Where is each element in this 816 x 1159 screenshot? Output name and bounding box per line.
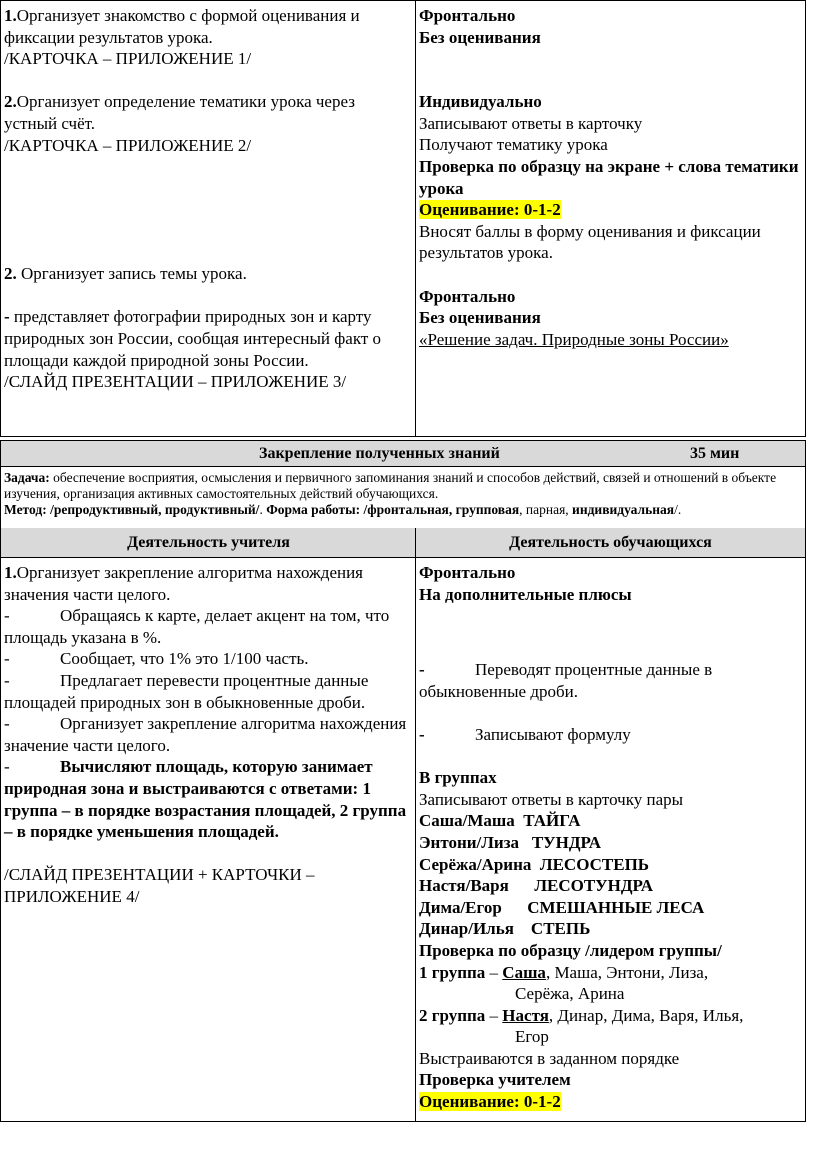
- top-right-text-3: Вносят баллы в форму оценивания и фиксации результатов урока.: [419, 221, 761, 263]
- pair-row: Дима/Егор СМЕШАННЫЕ ЛЕСА: [419, 897, 705, 917]
- section-time: 35 мин: [690, 445, 740, 462]
- method-text: Метод: /репродуктивный, продуктивный/. Форма работы: /фронтальная, групповая, парная, индивидуальная/.: [4, 502, 682, 517]
- bottom-right-text-2: Выстраиваются в заданном порядке: [419, 1048, 680, 1068]
- bottom-right-check-1: Проверка по образцу /лидером группы/: [419, 940, 722, 960]
- top-right-mode-1: Фронтально: [419, 6, 516, 25]
- top-left-item-3: 2. Организует запись темы урока.: [4, 264, 247, 284]
- students-header: [415, 528, 806, 558]
- task-text: Задача: обеспечение восприятия, осмысления и первичного запоминания знаний и способов действий, связей и отношений в объекте изучения, организация активных самостоятельных действий обучающихся.: [4, 470, 777, 501]
- top-left-item-1: 1.Организует знакомство с формой оценивания и фиксации результатов урока.: [4, 6, 360, 47]
- task-cell: [0, 466, 806, 529]
- top-left-item-4: - представляет фотографии природных зон и карту природных зон России, сообщая интересный факт о площади каждой природной зоны России.: [4, 307, 382, 370]
- group-1-row-cont: Серёжа, Арина: [515, 984, 625, 1004]
- lesson-topic: «Решение задач. Природные зоны России»: [419, 329, 729, 349]
- bottom-right-check-2: Проверка учителем: [419, 1070, 571, 1090]
- pair-row: Саша/Маша ТАЙГА: [419, 811, 581, 831]
- section-header: [0, 440, 806, 467]
- group-2-row-cont: Егор: [515, 1027, 549, 1047]
- section-title: Закрепление полученных знаний: [259, 445, 500, 462]
- teacher-header-label: Деятельность учителя: [127, 534, 290, 551]
- top-left-ref-1: /КАРТОЧКА – ПРИЛОЖЕНИЕ 1/: [4, 49, 252, 69]
- bottom-left-dash-5: - Вычисляют площадь, которую занимает природная зона и выстраиваются с ответами: 1 группа – в порядке возрастания площадей, 2 группа – в порядке уменьшения площадей.: [4, 757, 407, 842]
- group-1-row: 1 группа – Саша, Маша, Энтони, Лиза,: [419, 962, 709, 982]
- bottom-left-item-1: 1.Организует закрепление алгоритма нахождения значения части целого.: [4, 563, 364, 604]
- pair-row: Настя/Варя ЛЕСОТУНДРА: [419, 876, 654, 896]
- top-left-ref-3: /СЛАЙД ПРЕЗЕНТАЦИИ – ПРИЛОЖЕНИЕ 3/: [4, 372, 347, 392]
- group-2-row: 2 группа – Настя, Динар, Дима, Варя, Илья,: [419, 1005, 744, 1025]
- bottom-left-dash-4: - Организует закрепление алгоритма нахождения значение части целого.: [4, 714, 407, 755]
- top-right-text-2: Получают тематику урока: [419, 135, 608, 155]
- bottom-right-bonus: На дополнительные плюсы: [419, 584, 632, 604]
- pair-row: Энтони/Лиза ТУНДРА: [419, 832, 602, 852]
- top-left-item-2: 2.Организует определение тематики урока через устный счёт.: [4, 92, 355, 133]
- teacher-header: [0, 528, 416, 558]
- pair-row: Динар/Илья СТЕПЬ: [419, 919, 591, 939]
- bottom-left-dash-2: - Сообщает, что 1% это 1/100 часть.: [4, 649, 309, 669]
- bottom-left-dash-1: - Обращаясь к карте, делает акцент на том, что площадь указана в %.: [4, 606, 390, 647]
- bottom-right-mode-1: Фронтально: [419, 563, 516, 582]
- bottom-right-grading: Оценивание: 0-1-2: [419, 1092, 561, 1112]
- students-header-label: Деятельность обучающихся: [509, 534, 712, 551]
- top-right-mode-2: Индивидуально: [419, 92, 542, 112]
- bottom-right-cell: [415, 557, 806, 1122]
- bottom-left-cell: [0, 557, 416, 1122]
- bottom-right-dash-2: - Записывают формулу: [419, 724, 631, 744]
- top-right-eval-1: Без оценивания: [419, 27, 541, 47]
- top-right-mode-3: Фронтально: [419, 286, 516, 306]
- top-right-grading-1: Оценивание: 0-1-2: [419, 200, 561, 220]
- bottom-left-dash-3: - Предлагает перевести процентные данные площадей природных зон в обыкновенные дроби.: [4, 670, 369, 712]
- top-right-cell: [415, 0, 806, 437]
- top-left-ref-2: /КАРТОЧКА – ПРИЛОЖЕНИЕ 2/: [4, 135, 252, 155]
- top-right-eval-2: Без оценивания: [419, 308, 541, 328]
- bottom-left-ref: /СЛАЙД ПРЕЗЕНТАЦИИ + КАРТОЧКИ – ПРИЛОЖЕНИЕ 4/: [4, 865, 315, 906]
- bottom-right-dash-1: - Переводят процентные данные в обыкновенные дроби.: [419, 660, 713, 701]
- top-right-text-1: Записывают ответы в карточку: [419, 113, 643, 133]
- bottom-right-mode-2: В группах: [419, 768, 497, 788]
- top-left-cell: [0, 0, 416, 437]
- top-right-check-1: Проверка по образцу на экране + слова тематики урока: [419, 156, 799, 198]
- bottom-right-text-1: Записывают ответы в карточку пары: [419, 789, 684, 809]
- pair-row: Серёжа/Арина ЛЕСОСТЕПЬ: [419, 854, 650, 874]
